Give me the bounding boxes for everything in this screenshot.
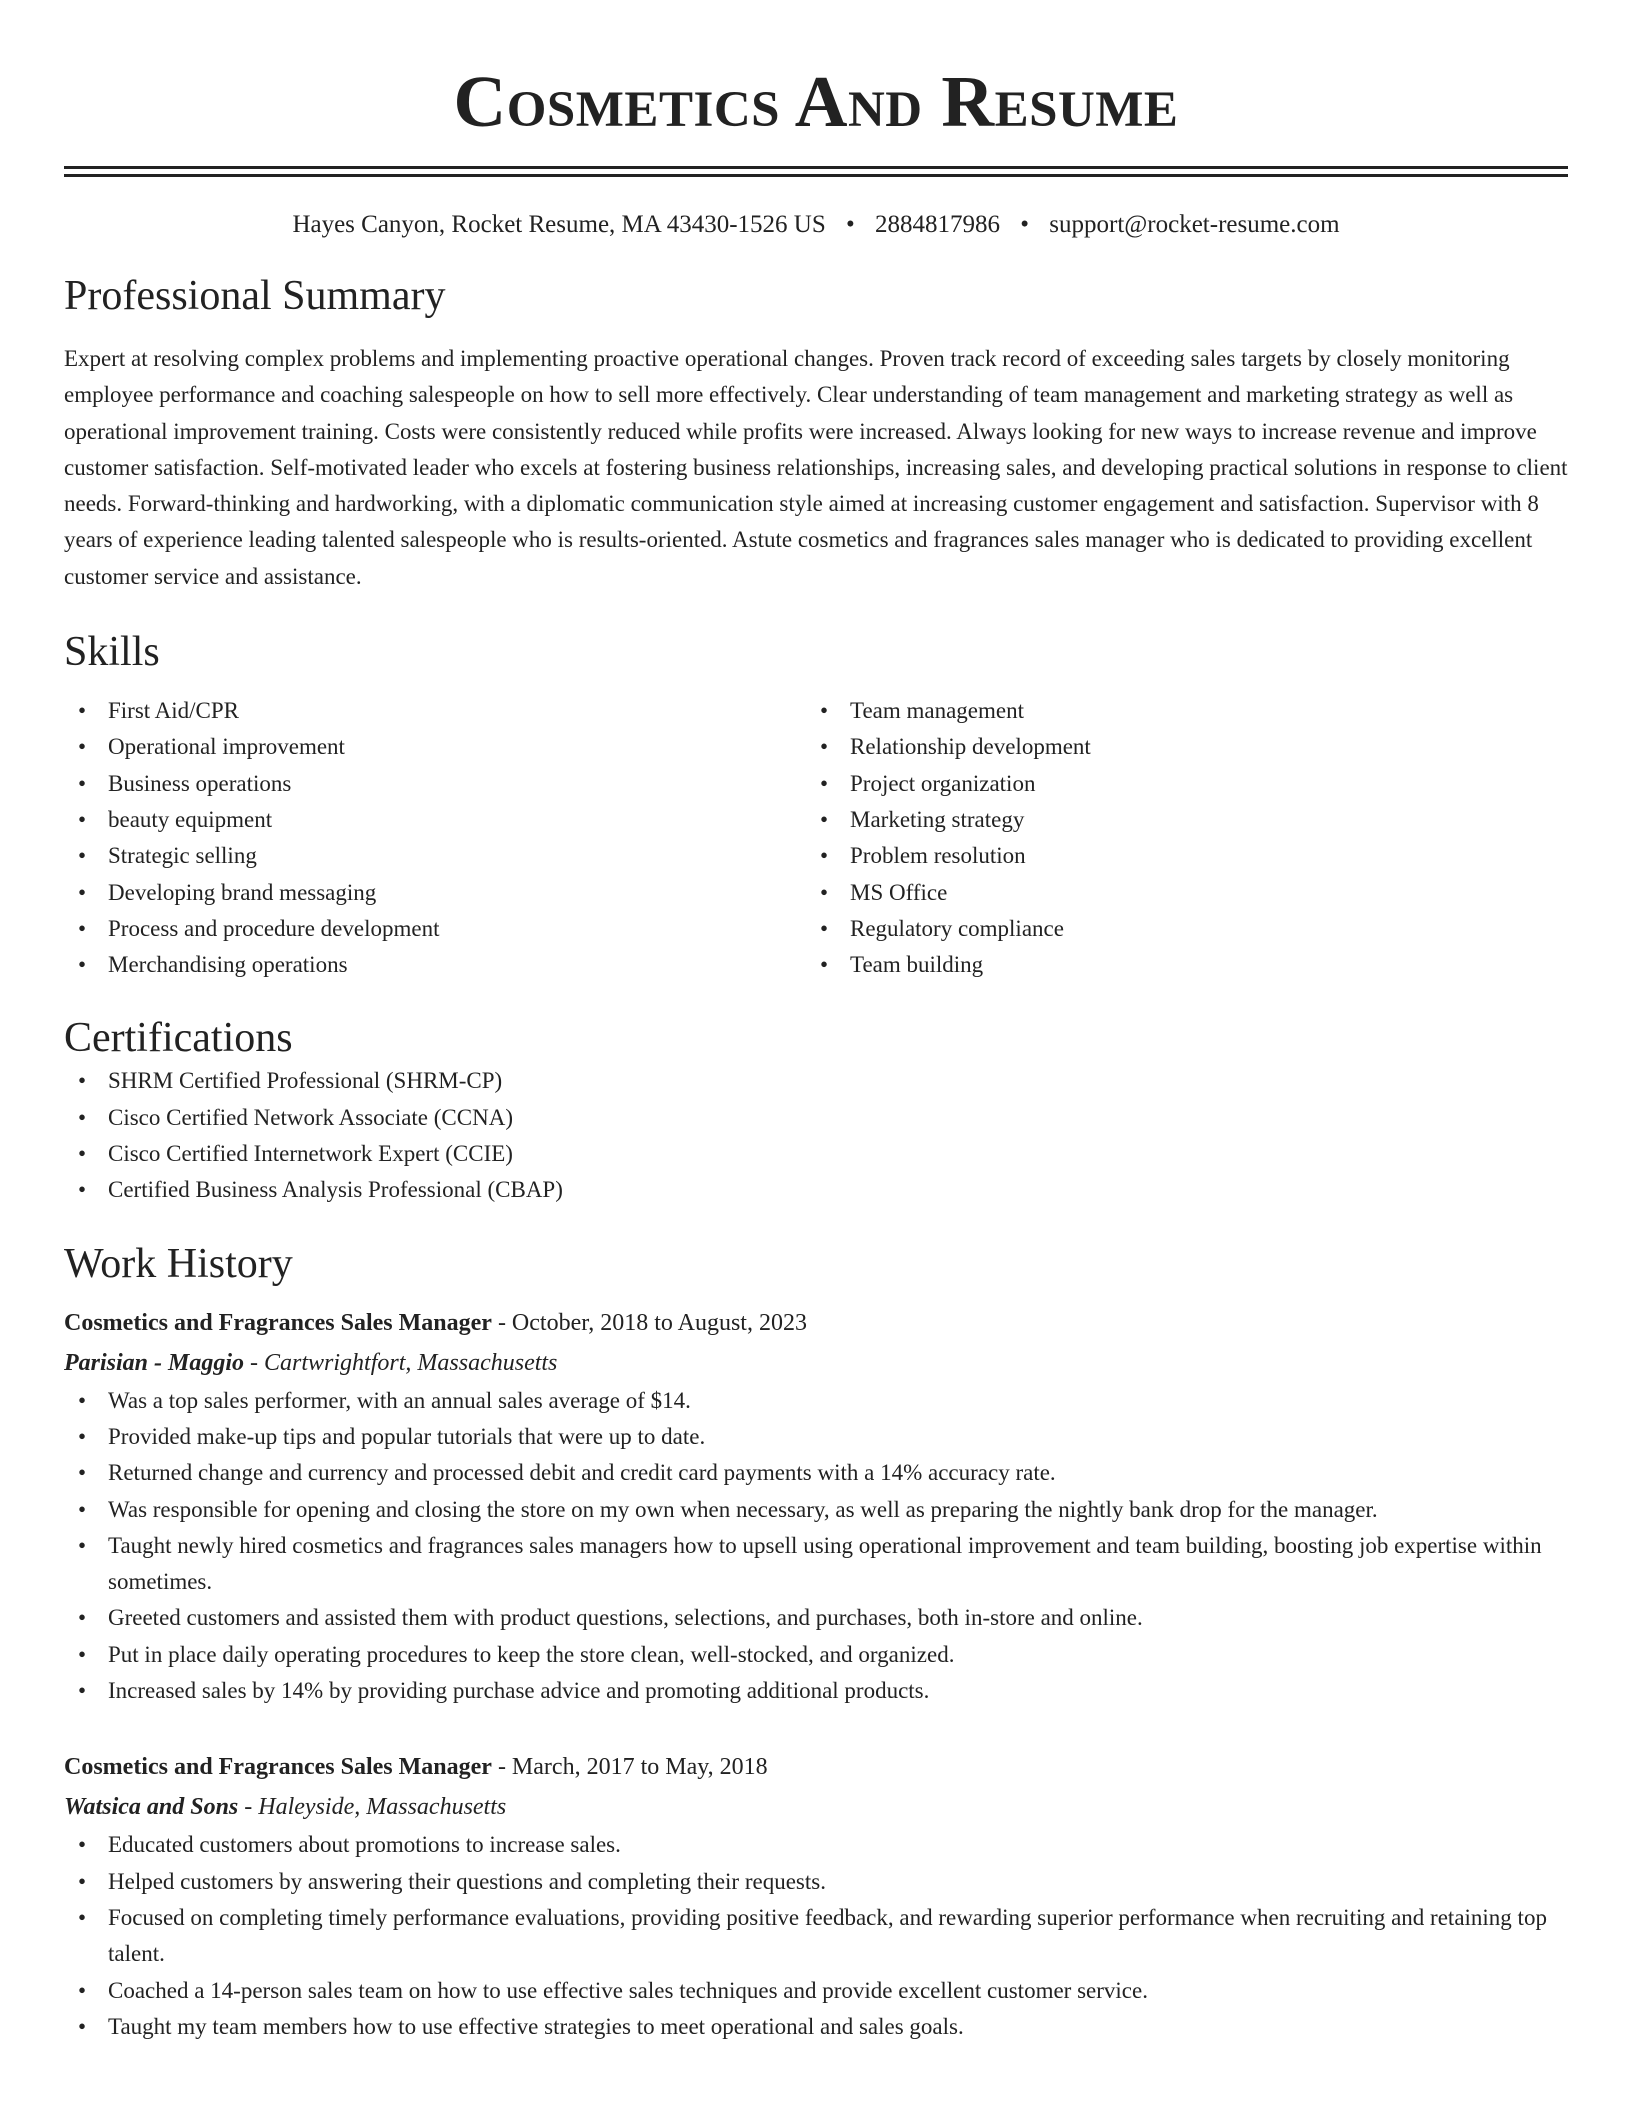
job-duty-item: • Was responsible for opening and closing the store on my own when necessary, as well as preparing the nightly bank drop for the manager.	[64, 1492, 1568, 1528]
skills-list-left	[64, 693, 806, 983]
job-dates: - March, 2017 to May, 2018	[491, 1754, 768, 1781]
skills-column-left	[64, 693, 806, 983]
skill-item: • Relationship development	[806, 729, 1548, 765]
skill-item: • Team management	[806, 693, 1548, 729]
contact-phone: 2884817986	[875, 211, 1000, 238]
certifications-list	[64, 1063, 1568, 1208]
skill-item: • Problem resolution	[806, 838, 1548, 874]
skill-item: • Team building	[806, 947, 1548, 983]
section-heading: Work History	[64, 1240, 293, 1287]
job-duty-item: • Was a top sales performer, with an annual sales average of $14.	[64, 1383, 1568, 1419]
section-heading: Certifications	[64, 1015, 293, 1062]
skills-grid	[64, 693, 1568, 983]
skill-item: • First Aid/CPR	[64, 693, 806, 729]
job-duty-item: • Increased sales by 14% by providing purchase advice and promoting additional products.	[64, 1673, 1568, 1709]
work-history-section	[64, 1239, 1568, 2045]
job-title: Cosmetics and Fragrances Sales Manager	[64, 1754, 492, 1781]
skill-item: • Marketing strategy	[806, 802, 1548, 838]
job-duty-item: • Educated customers about promotions to increase sales.	[64, 1827, 1568, 1863]
section-heading: Professional Summary	[64, 273, 446, 319]
job-duty-item: • Focused on completing timely performance evaluations, providing positive feedback, and rewarding superior performance when recruiting and retaining top talent.	[64, 1900, 1568, 1973]
skill-item: • MS Office	[806, 875, 1548, 911]
skill-item: • Regulatory compliance	[806, 911, 1548, 947]
contact-address: Hayes Canyon, Rocket Resume, MA 43430-1526 US	[292, 211, 826, 238]
contact-email: support@rocket-resume.com	[1049, 211, 1340, 238]
skills-column-right	[806, 693, 1548, 983]
certification-item: • Certified Business Analysis Professional (CBAP)	[64, 1172, 1568, 1208]
job-title-line	[64, 1303, 1568, 1343]
skill-item: • Operational improvement	[64, 729, 806, 765]
section-heading: Skills	[64, 629, 160, 676]
job-duty-item: • Provided make-up tips and popular tutorials that were up to date.	[64, 1419, 1568, 1455]
certification-item: • Cisco Certified Internetwork Expert (CCIE)	[64, 1136, 1568, 1172]
job-company: Parisian - Maggio	[64, 1349, 245, 1376]
skill-item: • Project organization	[806, 766, 1548, 802]
certification-item: • SHRM Certified Professional (SHRM-CP)	[64, 1063, 1568, 1099]
job-title-line	[64, 1747, 1568, 1787]
skill-item: • Merchandising operations	[64, 947, 806, 983]
job-duty-item: • Taught my team members how to use effective strategies to meet operational and sales goals.	[64, 2009, 1568, 2045]
job-dates: - October, 2018 to August, 2023	[491, 1309, 807, 1336]
skill-item: • beauty equipment	[64, 802, 806, 838]
job-duty-item: • Returned change and currency and processed debit and credit card payments with a 14% accuracy rate.	[64, 1455, 1568, 1491]
certification-item: • Cisco Certified Network Associate (CCNA)	[64, 1100, 1568, 1136]
contact-separator: •	[845, 211, 855, 238]
contact-line	[64, 209, 1568, 241]
job-duty-item: • Greeted customers and assisted them with product questions, selections, and purchases, both in-store and online.	[64, 1600, 1568, 1636]
skill-item: • Strategic selling	[64, 838, 806, 874]
job-duties-list	[64, 1827, 1568, 2045]
job-company-line	[64, 1343, 1568, 1383]
skill-item: • Developing brand messaging	[64, 875, 806, 911]
job-duty-item: • Coached a 14-person sales team on how to use effective sales techniques and provide excellent customer service.	[64, 1973, 1568, 2009]
resume-name: Cosmetics And Resume	[453, 61, 1179, 142]
skill-item: • Process and procedure development	[64, 911, 806, 947]
job-duties-list	[64, 1383, 1568, 1710]
skills-section	[64, 627, 1568, 983]
job-title: Cosmetics and Fragrances Sales Manager	[64, 1309, 492, 1336]
job-duty-item: • Taught newly hired cosmetics and fragrances sales managers how to upsell using operational improvement and team building, boosting job expertise within sometimes.	[64, 1528, 1568, 1601]
job-entry	[64, 1303, 1568, 1710]
summary-text: Expert at resolving complex problems and implementing proactive operational changes. Proven track record of exceeding sales targets by closely monitoring employee performance and coaching salespeople on how to sell more effectively. Clear understanding of team management and marketing strategy as well as operational improvement training. Costs were consistently reduced while profits were increased. Always looking for new ways to increase revenue and improve customer satisfaction. Self-motivated leader who excels at fostering business relationships, increasing sales, and developing practical solutions in response to client needs. Forward-thinking and hardworking, with a diplomatic communication style aimed at increasing customer engagement and satisfaction. Supervisor with 8 years of experience leading talented salespeople who is results-oriented. Astute cosmetics and fragrances sales manager who is dedicated to providing excellent customer service and assistance.	[64, 346, 1568, 589]
certifications-section	[64, 1013, 1568, 1208]
skills-list-right	[806, 693, 1548, 983]
job-duty-item: • Helped customers by answering their questions and completing their requests.	[64, 1864, 1568, 1900]
job-duty-item: • Put in place daily operating procedures to keep the store clean, well-stocked, and organized.	[64, 1637, 1568, 1673]
job-location: - Cartwrightfort, Massachusetts	[244, 1349, 558, 1376]
job-entry	[64, 1747, 1568, 2045]
job-company: Watsica and Sons	[64, 1794, 239, 1821]
job-company-line	[64, 1787, 1568, 1827]
header-double-rule	[64, 166, 1568, 177]
job-location: - Haleyside, Massachusetts	[238, 1794, 507, 1821]
contact-separator: •	[1020, 211, 1030, 238]
skill-item: • Business operations	[64, 766, 806, 802]
professional-summary-section	[64, 271, 1568, 595]
